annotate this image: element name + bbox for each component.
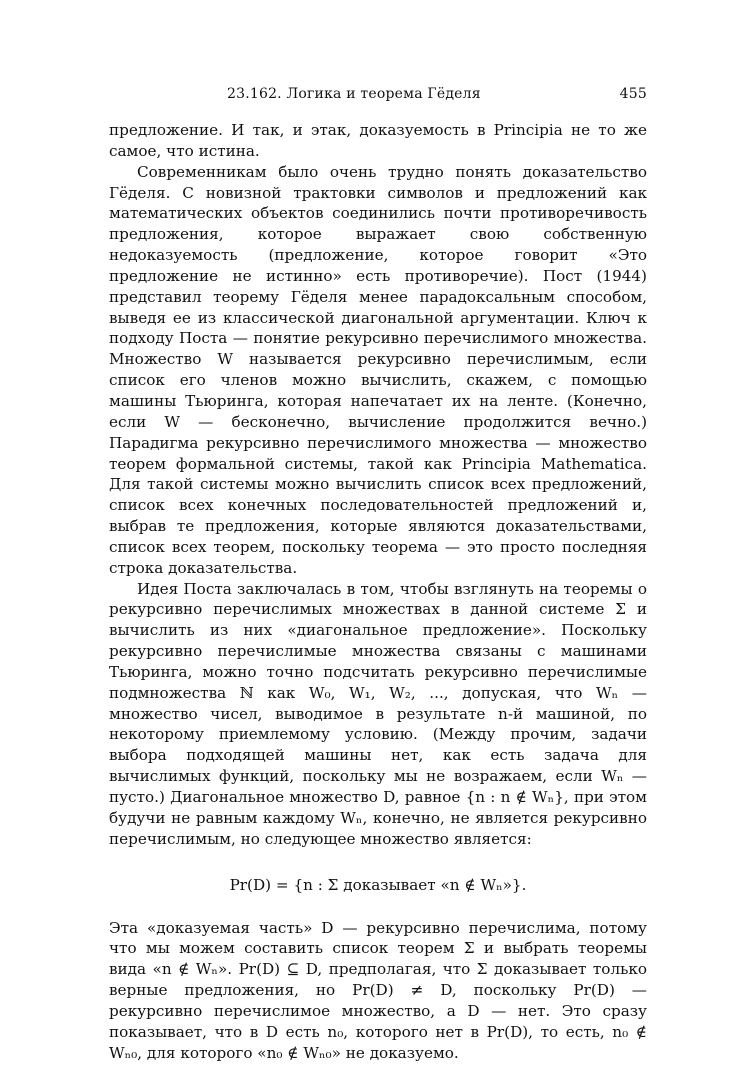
paragraph-3: Идея Поста заключалась в том, чтобы взглянуть на теоремы о рекурсивно перечислимых множествах в данной системе Σ и вычислить из них «диагональное предложение». Поскольку рекурсивно перечислимые множества связаны с машинами Тьюринга, можно точно подсчитать рекурсивно перечислимые подмножества ℕ как W₀, W₁, W₂, ..., допуская, что Wₙ — множество чисел, выводимое в результате n-й машиной, по некоторому приемлемому условию. (Между прочим, задачи выбора подходящей машины нет, как есть задача для вычислимых функций, поскольку мы не возражаем, если Wₙ — пусто.) Диагональное множество D, равное {n : n ∉ Wₙ}, при этом будучи не равным каждому Wₙ, конечно, не является рекурсивно перечислимым, но следующее множество является: xyxy=(109,579,647,848)
paragraph-2: Современникам было очень трудно понять доказательство Гёделя. С новизной трактовки символов и предложений как математических объектов соединились почти противоречивость предложения, которое выражает свою собственную недоказуемость (предложение, которое говорит «Это предложение не истинно» есть противоречие). Пост (1944) представил теорему Гёделя менее парадоксальным способом, выведя ее из классической диагональной аргументации. Ключ к подходу Поста — понятие рекурсивно перечислимого множества. Множество W называется рекурсивно перечислимым, если список его членов можно вычислить, скажем, с помощью машины Тьюринга, которая напечатает их на ленте. (Конечно, если W — бесконечно, вычисление продолжится вечно.) Парадигма рекурсивно перечислимого множества — множество теорем формальной системы, такой как Principia Mathematica. Для такой системы можно вычислить список всех предложений, список всех конечных последовательностей предложений и, выбрав те предложения, которые являются доказательствами, список всех теорем, поскольку теорема — это просто последняя строка доказательства. xyxy=(109,162,647,577)
display-formula: Pr(D) = {n : Σ доказывает «n ∉ Wₙ»}. xyxy=(229,875,527,894)
paragraph-1: предложение. И так, и этак, доказуемость в Principia не то же самое, что истина. xyxy=(109,121,647,160)
running-head xyxy=(109,86,647,106)
section-title: 23.162. Логика и теорема Гёделя xyxy=(227,86,481,102)
body-text xyxy=(109,120,647,1063)
page-number: 455 xyxy=(619,86,647,102)
paragraph-4: Эта «доказуемая часть» D — рекурсивно перечислима, потому что мы можем составить список теорем Σ и выбрать теоремы вида «n ∉ Wₙ». Pr(D) ⊆ D, предполагая, что Σ доказывает только верные предложения, но Pr(D) ≠ D, поскольку Pr(D) — рекурсивно перечислимое множество, а D — нет. Это сразу показывает, что в D есть n₀, которого нет в Pr(D), то есть, n₀ ∉ Wₙ₀, для которого «n₀ ∉ Wₙ₀» не доказуемо. xyxy=(109,918,647,1062)
